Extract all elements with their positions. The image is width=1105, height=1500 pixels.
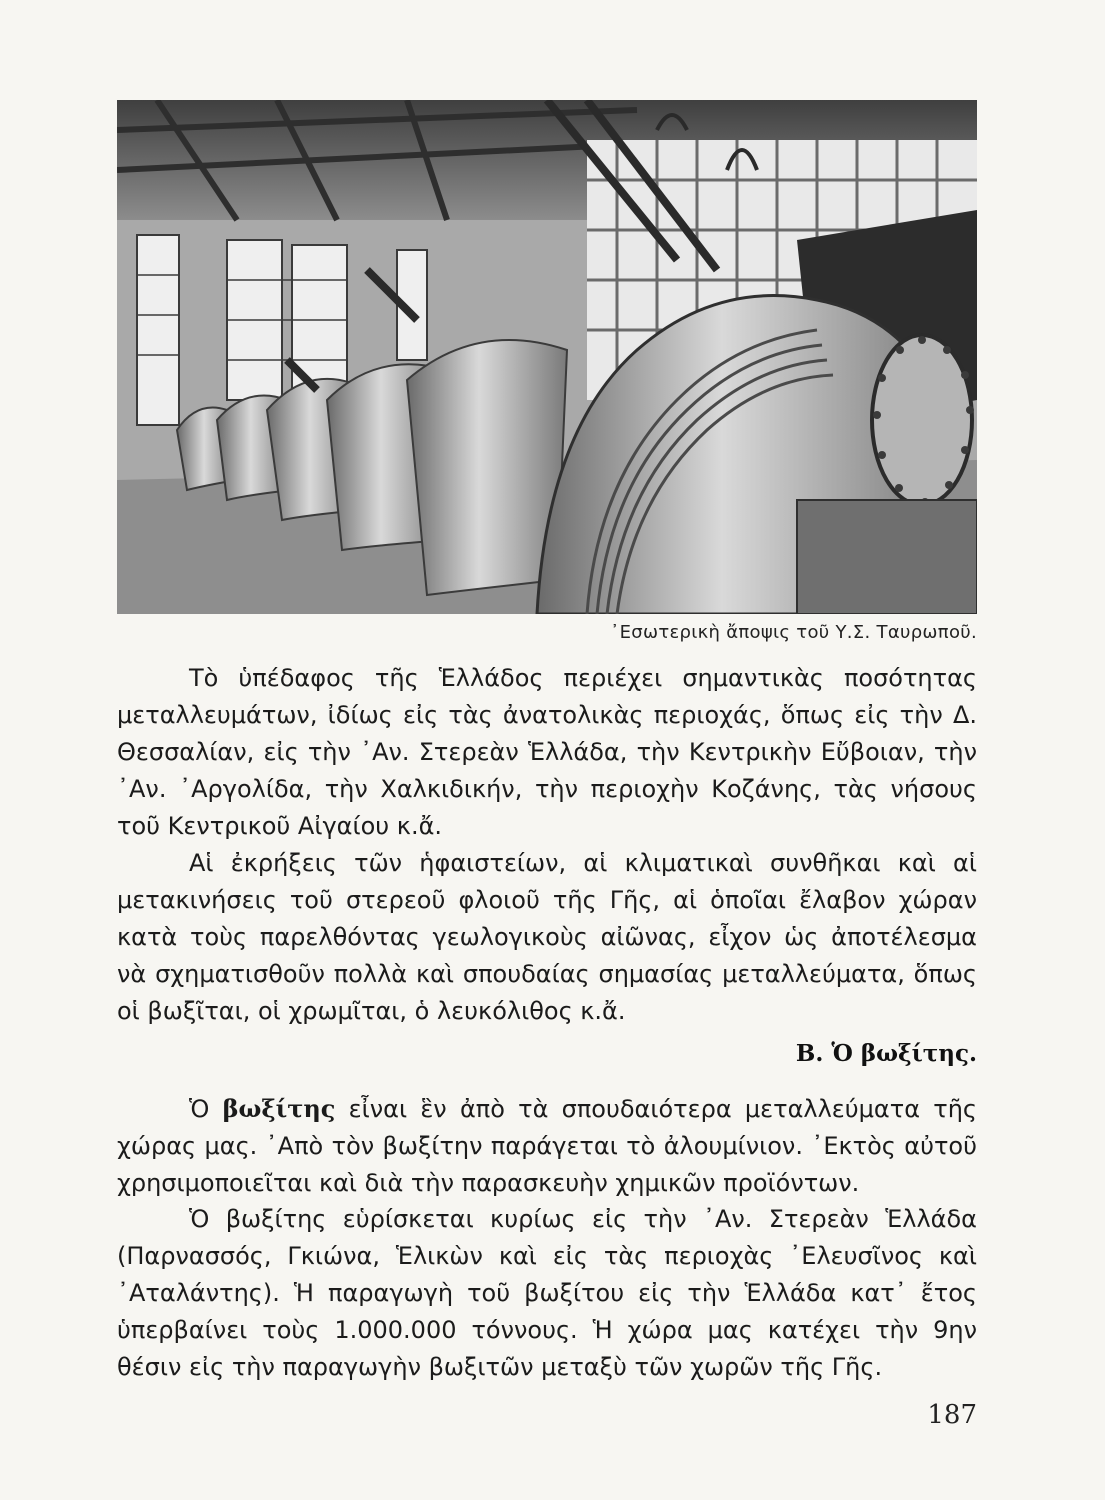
power-station-interior-photo [117,100,977,614]
paragraph-minerals [117,660,977,845]
paragraph-bauxite-intro [117,1090,977,1202]
paragraph-2-text: Αἱ ἐκρήξεις τῶν ἡφαιστείων, αἱ κλιματικαὶ συνθῆκαι καὶ αἱ μετακινήσεις τοῦ στερεοῦ φλοιοῦ τῆς Γῆς, αἱ ὁποῖαι ἔλαβον χώραν κατὰ τοὺς παρελθόντας γεωλογικοὺς αἰῶνας, εἶχον ὡς ἀποτέλεσμα νὰ σχηματισθοῦν πολλὰ καὶ σπουδαίας σημασίας μεταλλεύματα, ὅπως οἱ βωξῖται, οἱ χρωμῖται, ὁ λευκόλιθος κ.ἄ. [117,849,977,1025]
bauxite-term: βωξίτης [222,1094,336,1123]
paragraph-3-rest: εἶναι ἓν ἀπὸ τὰ σπουδαιότερα μεταλλεύματα τῆς χώρας μας. ᾿Απὸ τὸν βωξίτην παράγεται τὸ ἀλουμίνιον. ᾿Εκτὸς αὐτοῦ χρησιμοποιεῖται καὶ διὰ τὴν παρασκευὴν χημικῶν προϊόντων. [117,1095,978,1197]
page-number: 187 [927,1400,977,1430]
paragraph-3-prefix: Ὁ [189,1095,223,1123]
section-heading-bauxite: Β. Ὁ βωξίτης. [795,1040,977,1067]
photo-caption: ᾿Εσωτερικὴ ἄποψις τοῦ Υ.Σ. Ταυρωποῦ. [610,622,977,643]
paragraph-1-text: Τὸ ὑπέδαφος τῆς Ἑλλάδος περιέχει σημαντικὰς ποσότητας μεταλλευμάτων, ἰδίως εἰς τὰς ἀνατολικὰς περιοχάς, ὅπως εἰς τὴν Δ. Θεσσαλίαν, εἰς τὴν ᾿Αν. Στερεὰν Ἑλλάδα, τὴν Κεντρικὴν Εὔβοιαν, τὴν ᾿Αν. ᾿Αργολίδα, τὴν Χαλκιδικήν, τὴν περιοχὴν Κοζάνης, τὰς νήσους τοῦ Κεντρικοῦ Αἰγαίου κ.ἄ. [117,664,977,840]
paragraph-bauxite-production [117,1201,977,1386]
paragraph-4-text: Ὁ βωξίτης εὑρίσκεται κυρίως εἰς τὴν ᾿Αν. Στερεὰν Ἑλλάδα (Παρνασσός, Γκιώνα, Ἑλικὼν καὶ εἰς τὰς περιοχὰς ᾿Ελευσῖνος καὶ ᾿Αταλάντης). Ἡ παραγωγὴ τοῦ βωξίτου εἰς τὴν Ἑλλάδα κατ᾿ ἔτος ὑπερβαίνει τοὺς 1.000.000 τόννους. Ἡ χώρα μας κατέχει τὴν 9ην θέσιν εἰς τὴν παραγωγὴν βωξιτῶν μεταξὺ τῶν χωρῶν τῆς Γῆς. [117,1205,977,1381]
paragraph-geology [117,845,977,1030]
